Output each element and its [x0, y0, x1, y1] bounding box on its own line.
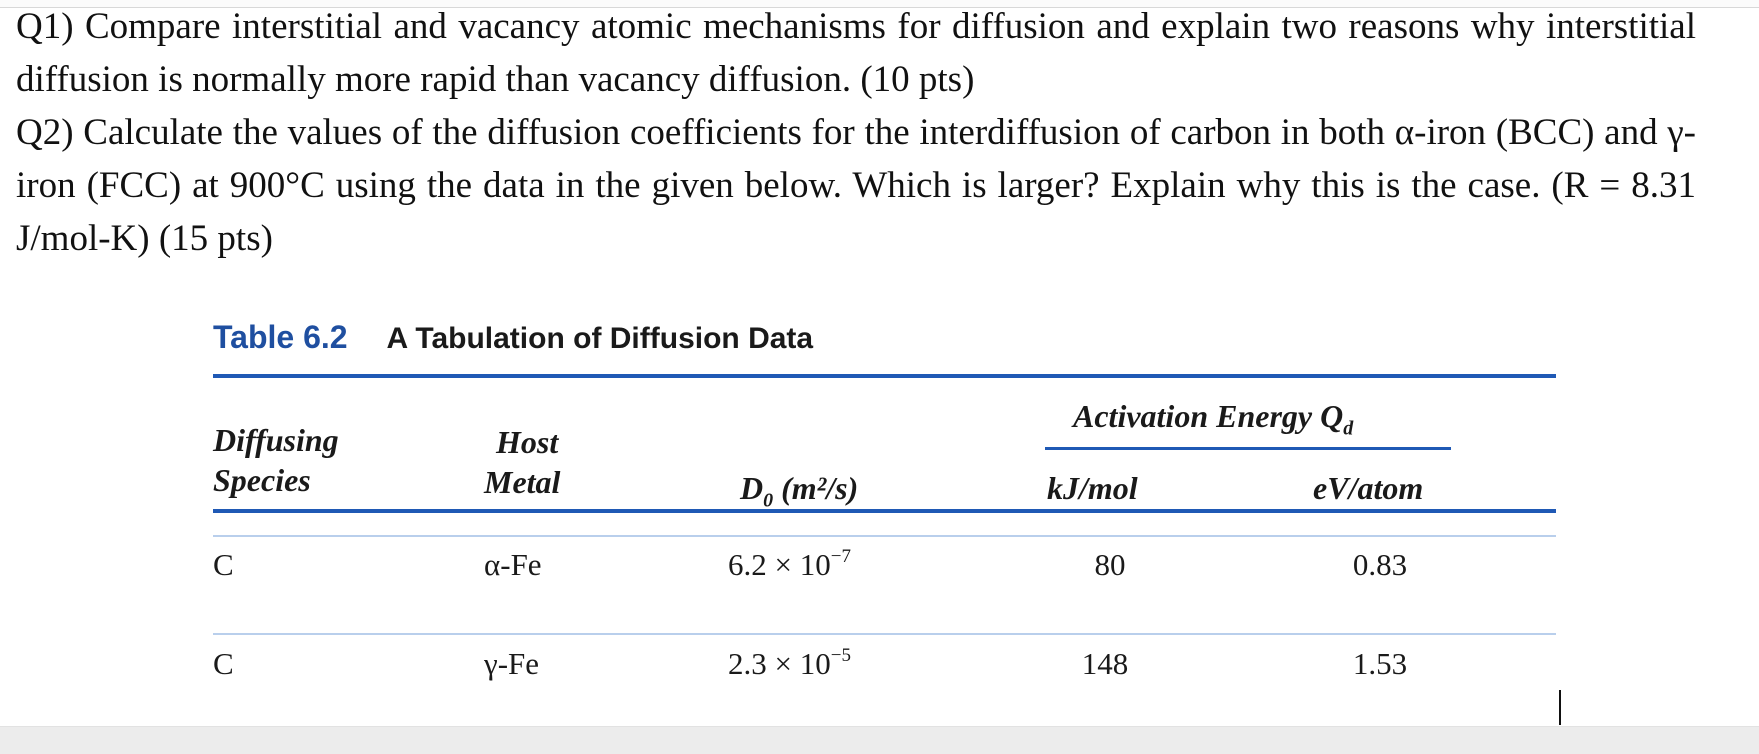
- row-2-species: C: [213, 646, 234, 681]
- header-species-line-2: Species: [213, 462, 311, 498]
- question-2: Q2) Calculate the values of the diffusion coefficients for the interdiffusion of carbon in both α-iron (BCC) and γ-iron (FCC) at 900°C using the data in the given below. Which is larger? Explain why this is the case. (R = 8.31 J/mol-K) (15 pts): [16, 112, 1696, 259]
- header-activation-energy: [1073, 396, 1353, 448]
- header-d0-unit: (m²/s): [773, 470, 859, 506]
- header-bottom-rule: [213, 509, 1556, 513]
- row-1-kj-mol: 80: [1094, 547, 1126, 582]
- table-top-rule: [213, 374, 1556, 378]
- question-text-block: [16, 0, 1696, 265]
- table-caption: A Tabulation of Diffusion Data: [386, 322, 814, 355]
- bottom-scroll-area[interactable]: [0, 726, 1759, 754]
- header-activation-label: Activation Energy Q: [1073, 398, 1344, 434]
- row-1-d0-exponent: −7: [830, 546, 851, 567]
- text-cursor: [1559, 690, 1561, 725]
- header-kj-mol: kJ/mol: [1047, 470, 1138, 506]
- row-1-ev-atom: 0.83: [1352, 547, 1408, 582]
- row-1-d0: [728, 545, 851, 585]
- row-1-species: C: [213, 547, 234, 582]
- table-number: Table 6.2: [213, 319, 348, 355]
- row-separator: [213, 633, 1556, 635]
- row-separator: [213, 535, 1556, 537]
- row-2-d0-exponent: −5: [830, 645, 851, 666]
- header-diffusing-species: [213, 420, 339, 500]
- row-2-ev-atom: 1.53: [1352, 646, 1408, 681]
- header-d0-subscript: 0: [763, 489, 774, 512]
- header-d0: [740, 468, 858, 520]
- row-2-d0: [728, 644, 851, 684]
- header-ev-atom: eV/atom: [1313, 470, 1424, 506]
- question-1: Q1) Compare interstitial and vacancy atomic mechanisms for diffusion and explain two reasons why interstitial diffusion is normally more rapid than vacancy diffusion. (10 pts): [16, 6, 1696, 100]
- row-2-kj-mol: 148: [1081, 646, 1129, 681]
- header-activation-subscript: d: [1343, 417, 1354, 440]
- header-host-line-2: Metal: [484, 464, 561, 500]
- header-host-metal: [484, 422, 560, 502]
- table-title: [213, 315, 813, 361]
- row-1-host: α-Fe: [484, 547, 542, 582]
- row-2-d0-mantissa: 2.3 × 10: [728, 646, 831, 681]
- row-1-d0-mantissa: 6.2 × 10: [728, 547, 831, 582]
- header-host-line-1: Host: [496, 424, 559, 460]
- header-d0-symbol: D: [740, 470, 764, 506]
- row-2-host: γ-Fe: [484, 646, 540, 681]
- header-species-line-1: Diffusing: [213, 422, 339, 458]
